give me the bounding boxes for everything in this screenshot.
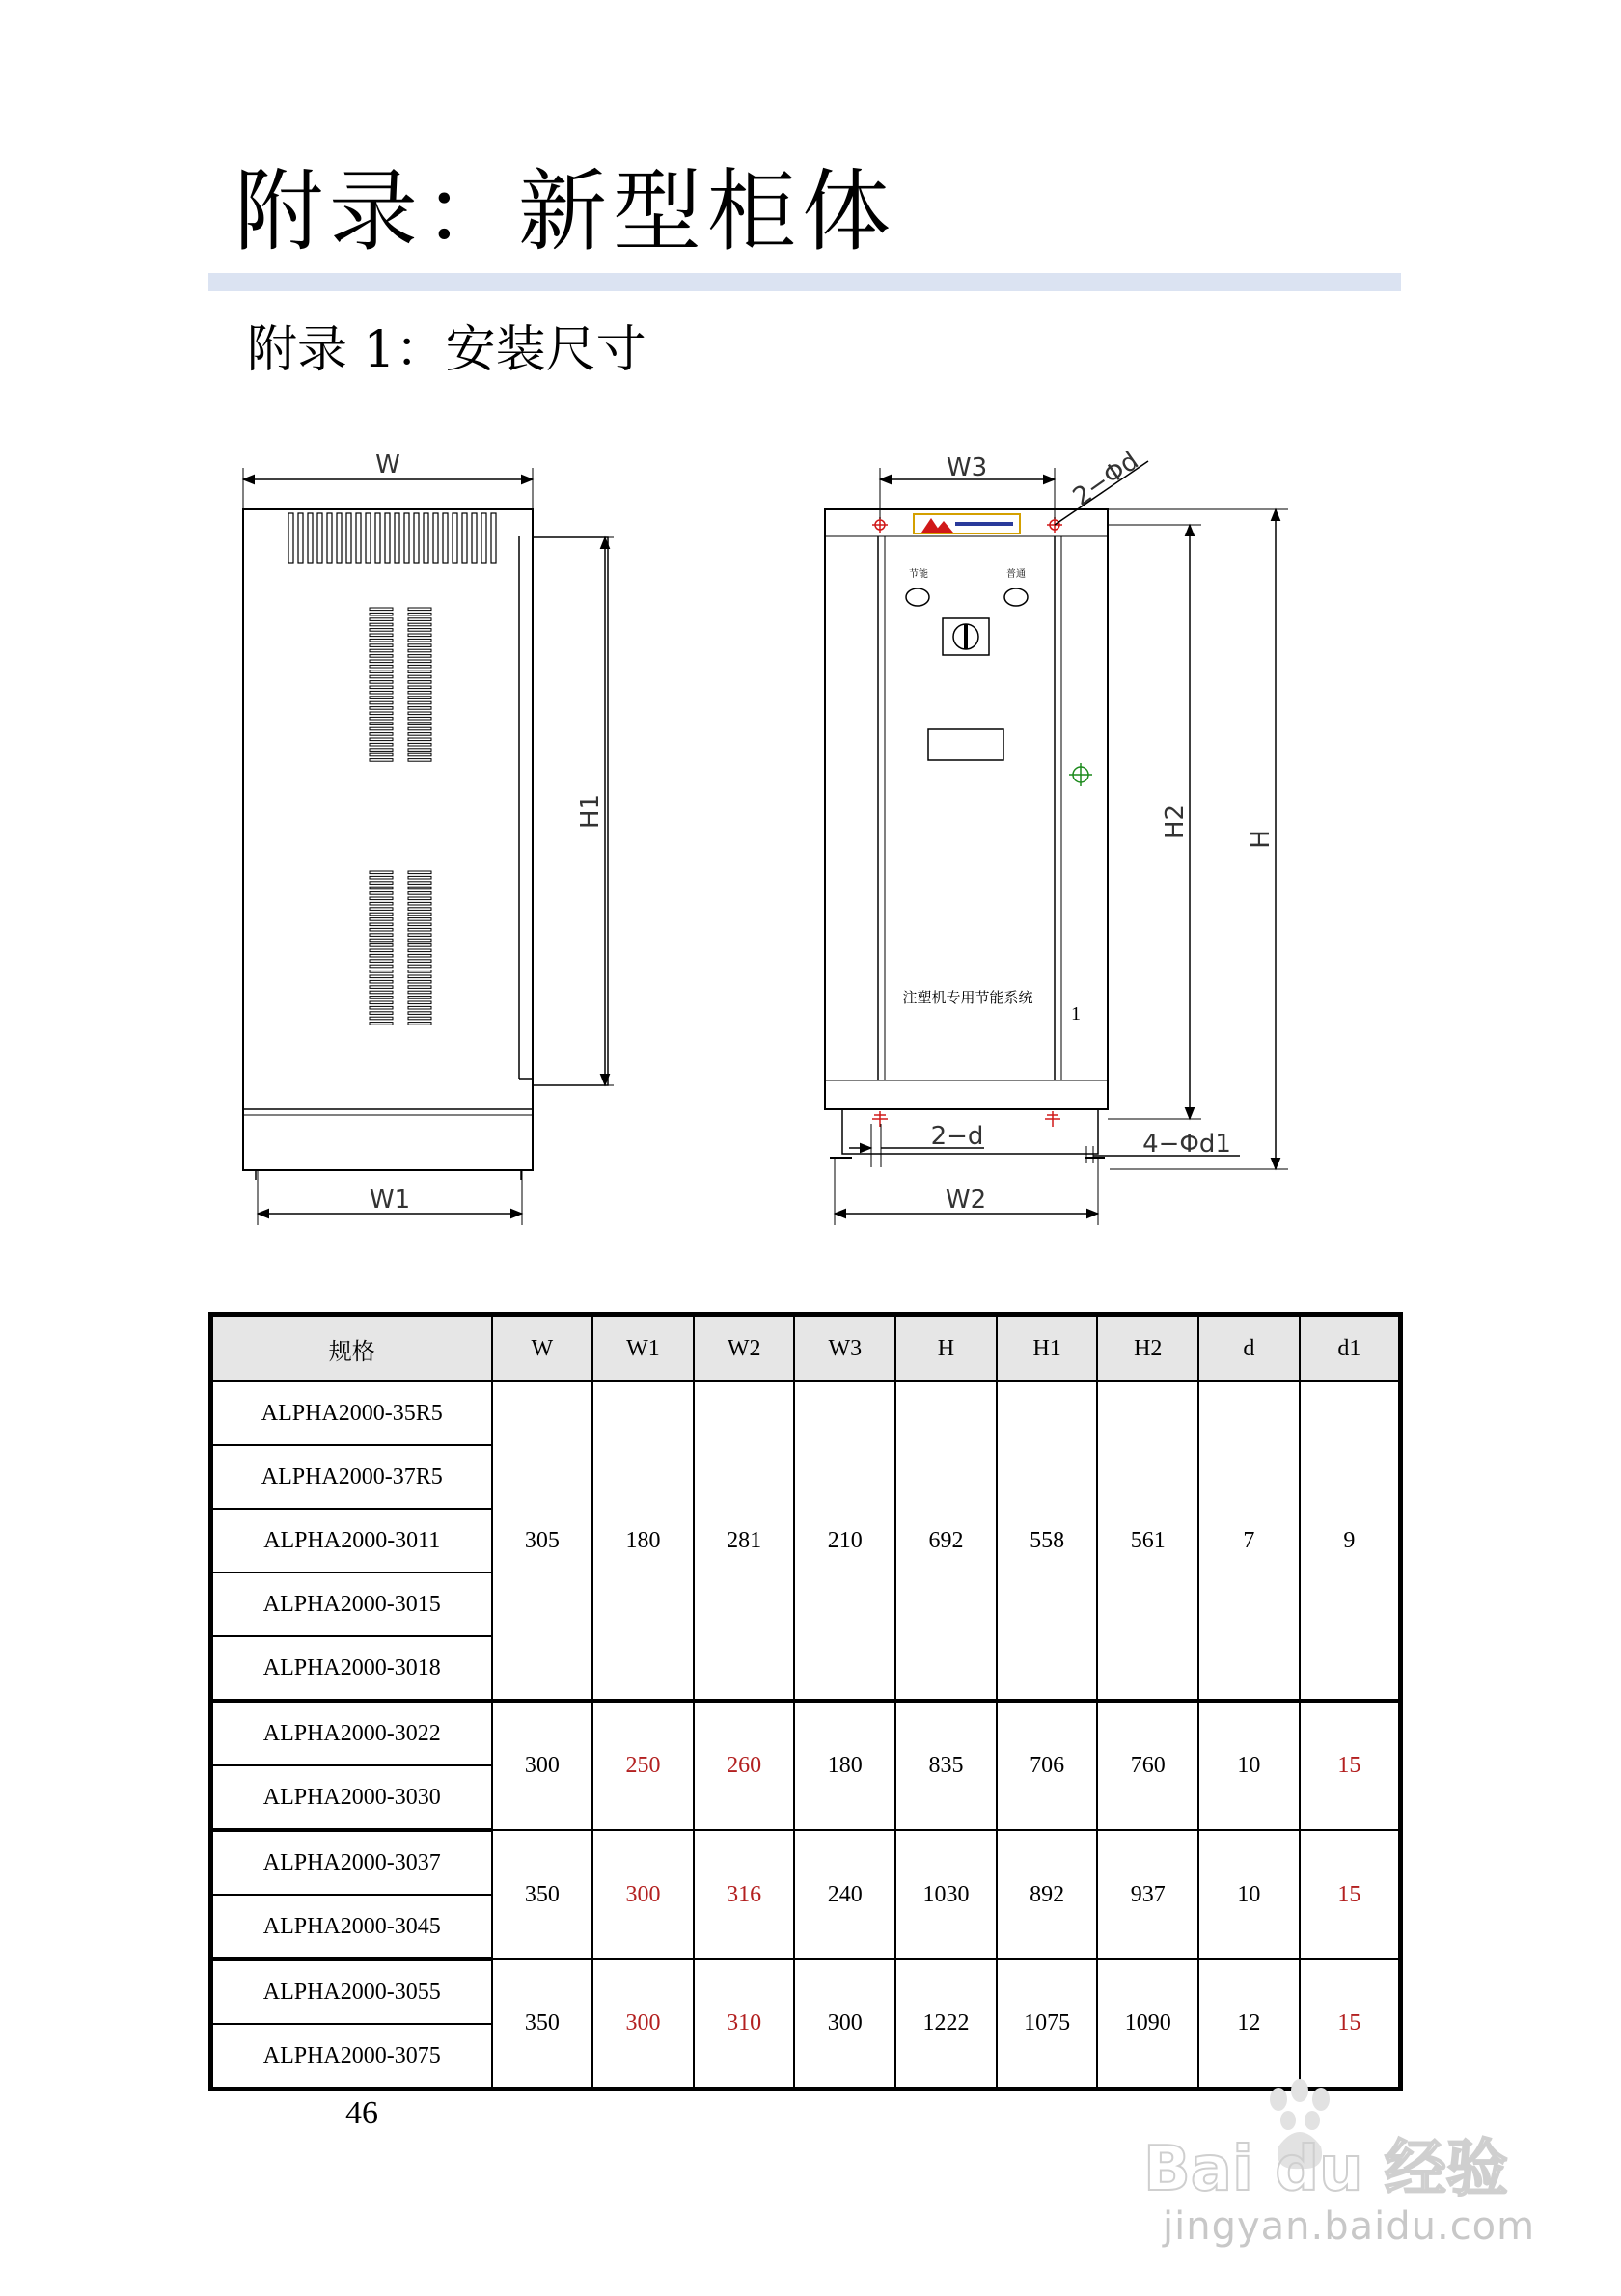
value-cell-w: 300 — [492, 1701, 593, 1830]
spec-table — [208, 1312, 1403, 2091]
vent-slot — [408, 639, 431, 642]
header-cell-d1: d1 — [1300, 1315, 1401, 1382]
vent-slot — [408, 707, 431, 710]
vent-slot — [370, 665, 393, 668]
dim-label-w1: W1 — [369, 1186, 411, 1215]
vent-slot — [408, 660, 431, 663]
value-cell-w2: 260 — [694, 1701, 795, 1830]
header-cell-h: H — [895, 1315, 997, 1382]
vent-slot — [370, 980, 393, 983]
header-cell-h1: H1 — [997, 1315, 1098, 1382]
vent-slot — [370, 717, 393, 720]
value-cell-w2: 316 — [694, 1830, 795, 1959]
vent-slot — [370, 1006, 393, 1009]
model-cell: ALPHA2000-35R5 — [211, 1381, 492, 1445]
model-cell: ALPHA2000-3030 — [211, 1765, 492, 1830]
vent-slot — [408, 618, 431, 621]
vent-slot — [370, 639, 393, 642]
vent-slot — [370, 897, 393, 900]
vent-slot — [408, 644, 431, 647]
value-cell-d1: 15 — [1300, 1701, 1401, 1830]
vent-slot — [370, 939, 393, 942]
louvre-slot — [346, 513, 351, 563]
vent-slot — [408, 887, 431, 889]
vent-slot — [370, 686, 393, 689]
table-row — [211, 1830, 1401, 1895]
vent-slot — [408, 623, 431, 626]
vent-slot — [408, 665, 431, 668]
display-window — [928, 729, 1003, 760]
value-cell-h1: 558 — [997, 1381, 1098, 1701]
vent-slot — [370, 892, 393, 895]
vent-slot — [370, 670, 393, 673]
vent-slot — [408, 629, 431, 632]
vent-slot — [408, 701, 431, 704]
vent-slot — [408, 939, 431, 942]
vent-slot — [370, 618, 393, 621]
value-cell-h2: 561 — [1097, 1381, 1198, 1701]
vent-slot — [370, 660, 393, 663]
vent-slot — [370, 970, 393, 973]
dim-label-h: H — [1247, 830, 1276, 849]
louvre-slot — [472, 513, 477, 563]
value-cell-w1: 180 — [592, 1381, 694, 1701]
vent-slot — [370, 629, 393, 632]
dim-label-4-phi-d1: 4−Φd1 — [1142, 1130, 1231, 1159]
ground-marker — [1069, 763, 1092, 786]
header-cell-w2: W2 — [694, 1315, 795, 1382]
vent-slot — [370, 944, 393, 947]
vent-slot — [370, 701, 393, 704]
value-cell-h: 1030 — [895, 1830, 997, 1959]
value-cell-h: 835 — [895, 1701, 997, 1830]
value-cell-h: 1222 — [895, 1959, 997, 2090]
value-cell-d1: 15 — [1300, 1959, 1401, 2090]
louvre-slot — [366, 513, 371, 563]
header-cell-h2: H2 — [1097, 1315, 1198, 1382]
vent-slot — [370, 997, 393, 999]
value-cell-w: 350 — [492, 1830, 593, 1959]
vent-slot — [370, 727, 393, 730]
value-cell-d1: 9 — [1300, 1381, 1401, 1701]
value-cell-w: 305 — [492, 1381, 593, 1701]
vent-slot — [408, 902, 431, 905]
dim-label-h1: H1 — [576, 793, 605, 830]
spec-table-header-row — [211, 1315, 1401, 1382]
vent-slot — [370, 697, 393, 699]
brand-logo-plate — [914, 514, 1020, 533]
value-cell-h1: 892 — [997, 1830, 1098, 1959]
value-cell-h2: 937 — [1097, 1830, 1198, 1959]
vent-slot — [408, 613, 431, 615]
vent-slot — [408, 923, 431, 926]
vent-slot — [408, 727, 431, 730]
vent-slot — [370, 934, 393, 937]
value-cell-d: 12 — [1198, 1959, 1300, 2090]
indicator-lamp-right — [1004, 588, 1028, 606]
vent-slot — [370, 655, 393, 658]
model-cell: ALPHA2000-3018 — [211, 1636, 492, 1701]
value-cell-h: 692 — [895, 1381, 997, 1701]
louvre-slot — [375, 513, 380, 563]
value-cell-d: 10 — [1198, 1830, 1300, 1959]
page-number: 46 — [345, 2095, 378, 2131]
vent-slot — [408, 723, 431, 725]
header-cell-d: d — [1198, 1315, 1300, 1382]
vent-slot — [408, 743, 431, 746]
page-title: 附录：新型柜体 — [234, 160, 897, 263]
louvre-slot — [337, 513, 342, 563]
vent-slot — [408, 934, 431, 937]
vent-slot — [408, 608, 431, 611]
dim-label-2-d: 2−d — [930, 1122, 984, 1151]
louvre-slot — [404, 513, 409, 563]
vent-slot — [370, 691, 393, 694]
model-cell: ALPHA2000-3045 — [211, 1895, 492, 1959]
vent-slot — [408, 882, 431, 885]
vent-slot — [408, 908, 431, 911]
vent-slot — [408, 634, 431, 637]
vent-slot — [408, 738, 431, 741]
vent-slot — [408, 897, 431, 900]
value-cell-d: 10 — [1198, 1701, 1300, 1830]
spec-table-body — [211, 1381, 1401, 2090]
louvre-slot — [288, 513, 293, 563]
table-row — [211, 1381, 1401, 1445]
vent-slot — [370, 882, 393, 885]
louvre-slot — [491, 513, 496, 563]
vent-slot — [370, 887, 393, 889]
vent-slot — [408, 871, 431, 874]
dim-label-w2: W2 — [945, 1186, 987, 1215]
vent-slot — [408, 670, 431, 673]
louvre-slot — [443, 513, 448, 563]
value-cell-d: 7 — [1198, 1381, 1300, 1701]
vent-slot — [370, 634, 393, 637]
table-row — [211, 1701, 1401, 1765]
vent-slot — [408, 892, 431, 895]
vent-slot — [408, 980, 431, 983]
model-cell: ALPHA2000-3022 — [211, 1701, 492, 1765]
vent-slot — [408, 1001, 431, 1004]
vent-slot — [408, 986, 431, 989]
vent-slot — [408, 944, 431, 947]
vent-slot — [370, 681, 393, 684]
vent-slot — [408, 649, 431, 652]
lamp-label-left: 节能 — [909, 569, 928, 580]
dim-label-h2: H2 — [1161, 804, 1190, 840]
vent-slot — [408, 675, 431, 678]
vent-slot — [408, 997, 431, 999]
vent-slot — [370, 749, 393, 752]
vent-slot — [370, 733, 393, 736]
vent-slot — [370, 738, 393, 741]
vent-slot — [370, 954, 393, 957]
vent-slot — [370, 723, 393, 725]
model-cell: ALPHA2000-3011 — [211, 1509, 492, 1572]
vent-slot — [370, 649, 393, 652]
vent-slot — [370, 960, 393, 963]
vent-slot — [408, 954, 431, 957]
vent-slot — [408, 970, 431, 973]
vent-slot — [370, 613, 393, 615]
side-vent-slots — [370, 608, 431, 1025]
lamp-label-right: 普通 — [1006, 569, 1026, 580]
louvre-slot — [424, 513, 428, 563]
value-cell-h2: 760 — [1097, 1701, 1198, 1830]
louvre-slot — [327, 513, 332, 563]
model-cell: ALPHA2000-3015 — [211, 1572, 492, 1636]
top-vent-louvres — [288, 513, 496, 563]
vent-slot — [408, 686, 431, 689]
vent-slot — [370, 608, 393, 611]
vent-slot — [370, 991, 393, 994]
value-cell-w1: 250 — [592, 1701, 694, 1830]
model-cell: ALPHA2000-37R5 — [211, 1445, 492, 1509]
vent-slot — [408, 949, 431, 952]
vent-slot — [370, 712, 393, 715]
table-row — [211, 1959, 1401, 2024]
baidu-watermark-logo — [1143, 2064, 1568, 2200]
vent-slot — [370, 918, 393, 921]
vent-slot — [408, 960, 431, 963]
value-cell-w3: 300 — [794, 1959, 895, 2090]
header-cell-model: 规格 — [211, 1315, 492, 1382]
vent-slot — [408, 1017, 431, 1020]
vent-slot — [370, 743, 393, 746]
louvre-slot — [385, 513, 390, 563]
vent-slot — [370, 923, 393, 926]
value-cell-w1: 300 — [592, 1959, 694, 2090]
vent-slot — [370, 928, 393, 931]
louvre-slot — [462, 513, 467, 563]
value-cell-h2: 1090 — [1097, 1959, 1198, 2090]
vent-slot — [408, 918, 431, 921]
vent-slot — [408, 913, 431, 916]
dim-label-2-phi-d: 2−Φd — [1067, 446, 1144, 512]
louvre-slot — [317, 513, 322, 563]
vent-slot — [408, 749, 431, 752]
watermark-url: jingyan.baidu.com — [1163, 2204, 1536, 2249]
value-cell-w3: 240 — [794, 1830, 895, 1959]
vent-slot — [370, 623, 393, 626]
front-view — [825, 509, 1108, 1158]
panel-marker-1: 1 — [1071, 1003, 1081, 1025]
value-cell-w2: 310 — [694, 1959, 795, 2090]
header-cell-w3: W3 — [794, 1315, 895, 1382]
vent-slot — [408, 655, 431, 658]
vent-slot — [408, 691, 431, 694]
value-cell-w: 350 — [492, 1959, 593, 2090]
vent-slot — [370, 871, 393, 874]
vent-slot — [408, 975, 431, 978]
vent-slot — [370, 1012, 393, 1015]
vent-slot — [408, 759, 431, 762]
section-subtitle: 附录 1：安装尺寸 — [247, 321, 646, 379]
indicator-lamp-left — [906, 588, 929, 606]
model-cell: ALPHA2000-3075 — [211, 2024, 492, 2090]
vent-slot — [408, 753, 431, 756]
model-cell: ALPHA2000-3037 — [211, 1830, 492, 1895]
vent-slot — [408, 876, 431, 879]
dim-label-w3: W3 — [946, 453, 988, 482]
value-cell-w3: 180 — [794, 1701, 895, 1830]
vent-slot — [408, 712, 431, 715]
header-cell-w1: W1 — [592, 1315, 694, 1382]
vent-slot — [408, 1012, 431, 1015]
vent-slot — [408, 991, 431, 994]
louvre-slot — [356, 513, 361, 563]
vent-slot — [370, 1023, 393, 1025]
vent-slot — [370, 644, 393, 647]
vent-slot — [370, 908, 393, 911]
vent-slot — [408, 733, 431, 736]
vent-slot — [370, 753, 393, 756]
vent-slot — [408, 928, 431, 931]
value-cell-d1: 15 — [1300, 1830, 1401, 1959]
vent-slot — [408, 717, 431, 720]
vent-slot — [370, 986, 393, 989]
value-cell-h1: 1075 — [997, 1959, 1098, 2090]
vent-slot — [408, 681, 431, 684]
vent-slot — [370, 675, 393, 678]
louvre-slot — [298, 513, 303, 563]
louvre-slot — [433, 513, 438, 563]
louvre-slot — [414, 513, 419, 563]
vent-slot — [370, 1017, 393, 1020]
louvre-slot — [453, 513, 457, 563]
model-cell: ALPHA2000-3055 — [211, 1959, 492, 2024]
vent-slot — [370, 759, 393, 762]
value-cell-h1: 706 — [997, 1701, 1098, 1830]
vent-slot — [370, 965, 393, 968]
louvre-slot — [481, 513, 486, 563]
rotary-switch — [943, 618, 989, 655]
vent-slot — [370, 949, 393, 952]
header-cell-w: W — [492, 1315, 593, 1382]
vent-slot — [370, 707, 393, 710]
vent-slot — [370, 913, 393, 916]
vent-slot — [370, 1001, 393, 1004]
vent-slot — [370, 902, 393, 905]
louvre-slot — [308, 513, 313, 563]
panel-nameplate-text: 注塑机专用节能系统 — [902, 989, 1033, 1006]
value-cell-w3: 210 — [794, 1381, 895, 1701]
side-view — [243, 509, 608, 1180]
vent-slot — [370, 975, 393, 978]
dim-label-w: W — [375, 451, 400, 479]
vent-slot — [408, 1023, 431, 1025]
vent-slot — [408, 697, 431, 699]
vent-slot — [370, 876, 393, 879]
watermark-logo-text: Bai du 经验 — [1143, 2134, 1508, 2200]
louvre-slot — [395, 513, 399, 563]
vent-slot — [408, 965, 431, 968]
mounting-hole-markers — [872, 517, 1062, 1127]
value-cell-w1: 300 — [592, 1830, 694, 1959]
vent-slot — [408, 1006, 431, 1009]
value-cell-w2: 281 — [694, 1381, 795, 1701]
